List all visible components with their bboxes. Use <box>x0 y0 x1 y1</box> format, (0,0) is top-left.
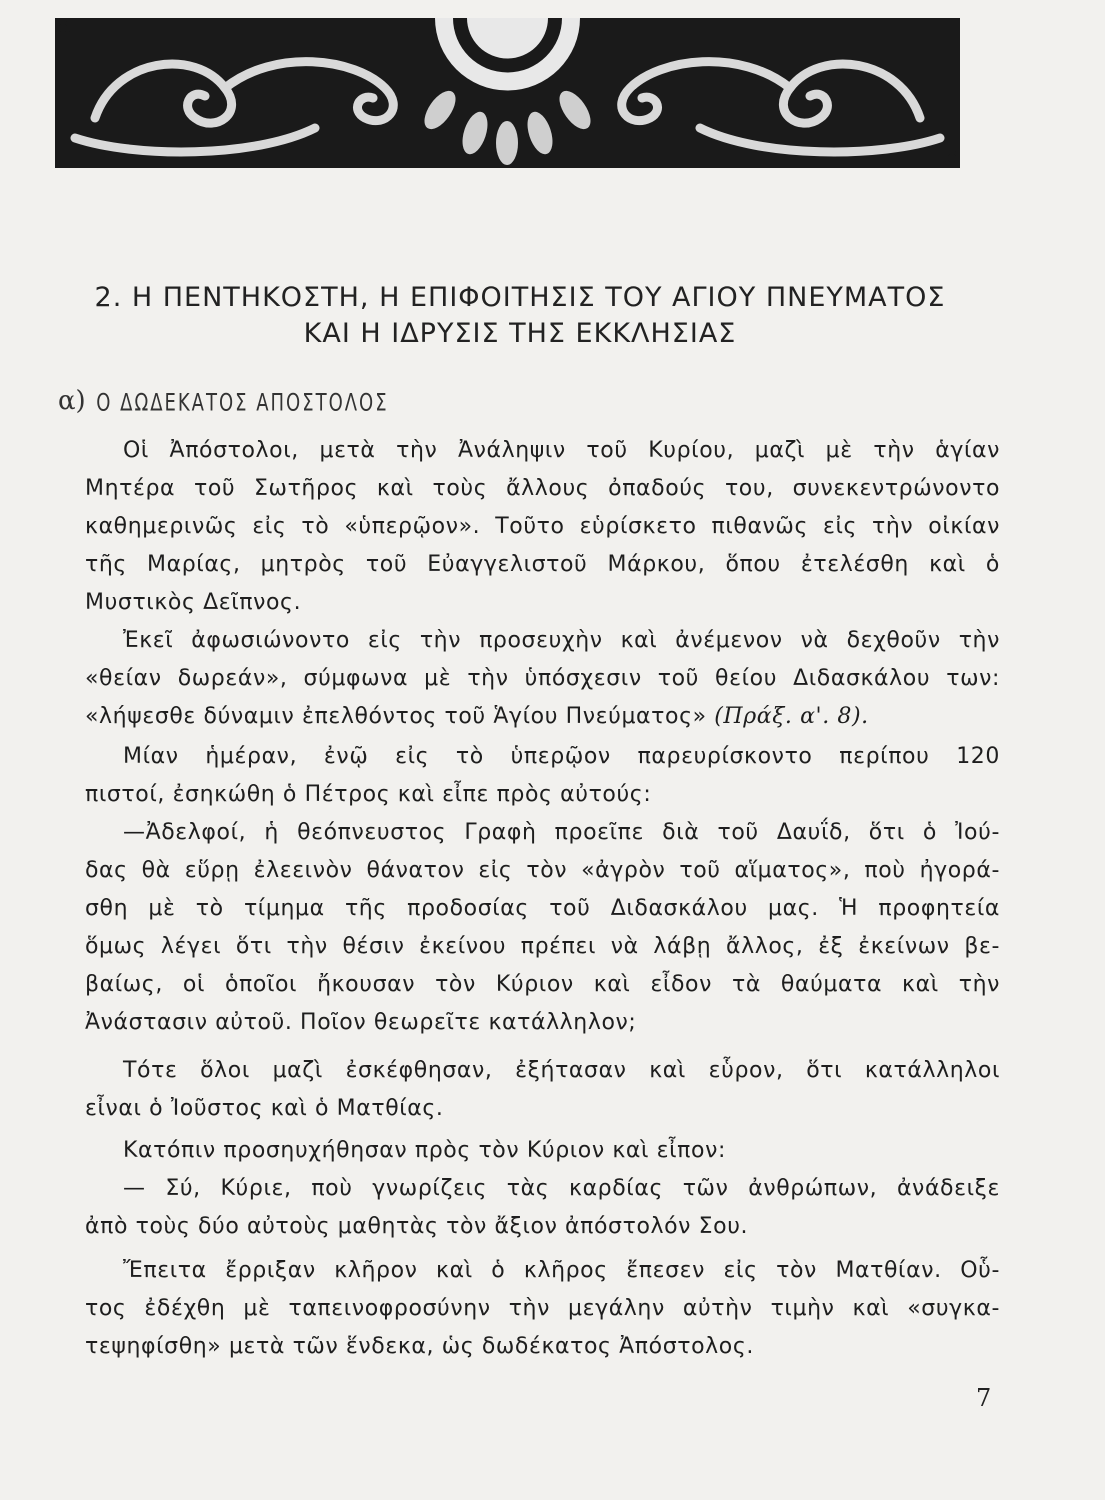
text-line: Μυστικὸς Δεῖπνος. <box>85 590 302 615</box>
text-line: τος ἐδέχθη μὲ ταπεινοφροσύνην τὴν μεγάλην αὐτὴν τιμὴν καὶ «συγκα- <box>85 1296 1000 1321</box>
text-line: Μίαν ἡμέραν, ἐνῷ εἰς τὸ ὑπερῷον παρευρίσκοντο περίπου 120 <box>123 744 1000 769</box>
text-line <box>85 704 869 729</box>
quotation: «λήψεσθε δύναμιν ἐπελθόντος τοῦ Ἁγίου Πνεύματος» <box>85 704 707 729</box>
scripture-reference: (Πράξ. α'. 8). <box>714 704 869 729</box>
text-line: Οἱ Ἀπόστολοι, μετὰ τὴν Ἀνάληψιν τοῦ Κυρίου, μαζὶ μὲ τὴν ἁγίαν <box>123 438 1000 463</box>
text-line: — Σύ, Κύριε, ποὺ γνωρίζεις τὰς καρδίας τῶν ἀνθρώπων, ἀνάδειξε <box>123 1176 1000 1201</box>
section-marker: α) <box>58 386 86 416</box>
chapter-heading-line1: 2. Η ΠΕΝΤΗΚΟΣΤΗ, Η ΕΠΙΦΟΙΤΗΣΙΣ ΤΟΥ ΑΓΙΟΥ ΠΝΕΥΜΑΤΟΣ <box>94 282 946 313</box>
text-line: Ἀνάστασιν αὐτοῦ. Ποῖον θεωρεῖτε κατάλληλον; <box>85 1010 637 1035</box>
text-line: ἀπὸ τοὺς δύο αὐτοὺς μαθητὰς τὸν ἄξιον ἀπόστολόν Σου. <box>85 1214 749 1239</box>
text-line: τεψηφίσθη» μετὰ τῶν ἕνδεκα, ὡς δωδέκατος Ἀπόστολος. <box>85 1334 754 1359</box>
text-line: «θείαν δωρεάν», σύμφωνα μὲ τὴν ὑπόσχεσιν τοῦ θείου Διδασκάλου των: <box>85 666 1000 691</box>
text-line: —Ἀδελφοί, ἡ θεόπνευστος Γραφὴ προεῖπε διὰ τοῦ Δαυΐδ, ὅτι ὁ Ἰού- <box>123 820 1000 845</box>
text-line: ὅμως λέγει ὅτι τὴν θέσιν ἐκείνου πρέπει νὰ λάβῃ ἄλλος, ἐξ ἐκείνων βε- <box>85 934 1000 959</box>
text-line: καθημερινῶς εἰς τὸ «ὑπερῷον». Τοῦτο εὑρίσκετο πιθανῶς εἰς τὴν οἰκίαν <box>85 514 1000 539</box>
section-subheading <box>58 386 389 416</box>
text-line: τῆς Μαρίας, μητρὸς τοῦ Εὐαγγελιστοῦ Μάρκου, ὅπου ἐτελέσθη καὶ ὁ <box>85 552 1000 577</box>
text-line: δας θὰ εὕρῃ ἐλεεινὸν θάνατον εἰς τὸν «ἀγρὸν τοῦ αἵματος», ποὺ ἠγορά- <box>85 858 1000 883</box>
text-line: βαίως, οἱ ὁποῖοι ἤκουσαν τὸν Κύριον καὶ εἶδον τὰ θαύματα καὶ τὴν <box>85 972 1000 997</box>
chapter-heading-line2: ΚΑΙ Η ΙΔΡΥΣΙΣ ΤΗΣ ΕΚΚΛΗΣΙΑΣ <box>303 318 737 349</box>
text-line: Μητέρα τοῦ Σωτῆρος καὶ τοὺς ἄλλους ὀπαδούς του, συνεκεντρώνοντο <box>85 476 1000 501</box>
text-line: Κατόπιν προσηυχήθησαν πρὸς τὸν Κύριον καὶ εἶπον: <box>123 1138 726 1163</box>
section-title: Ο ΔΩΔΕΚΑΤΟΣ ΑΠΟΣΤΟΛΟΣ <box>96 387 389 417</box>
text-line: Τότε ὅλοι μαζὶ ἐσκέφθησαν, ἐξήτασαν καὶ εὗρον, ὅτι κατάλληλοι <box>123 1058 1000 1083</box>
decorative-header-ornament <box>55 18 960 168</box>
text-line: Ἐκεῖ ἀφωσιώνοντο εἰς τὴν προσευχὴν καὶ ἀνέμενον νὰ δεχθοῦν τὴν <box>123 628 1000 653</box>
text-line: Ἔπειτα ἔρριξαν κλῆρον καὶ ὁ κλῆρος ἔπεσεν εἰς τὸν Ματθίαν. Οὗ- <box>123 1258 1000 1283</box>
text-line: σθη μὲ τὸ τίμημα τῆς προδοσίας τοῦ Διδασκάλου μας. Ἡ προφητεία <box>85 896 1000 921</box>
text-line: πιστοί, ἐσηκώθη ὁ Πέτρος καὶ εἶπε πρὸς αὐτούς: <box>85 782 652 807</box>
text-line: εἶναι ὁ Ἰοῦστος καὶ ὁ Ματθίας. <box>85 1096 444 1121</box>
page-number: 7 <box>976 1384 992 1412</box>
